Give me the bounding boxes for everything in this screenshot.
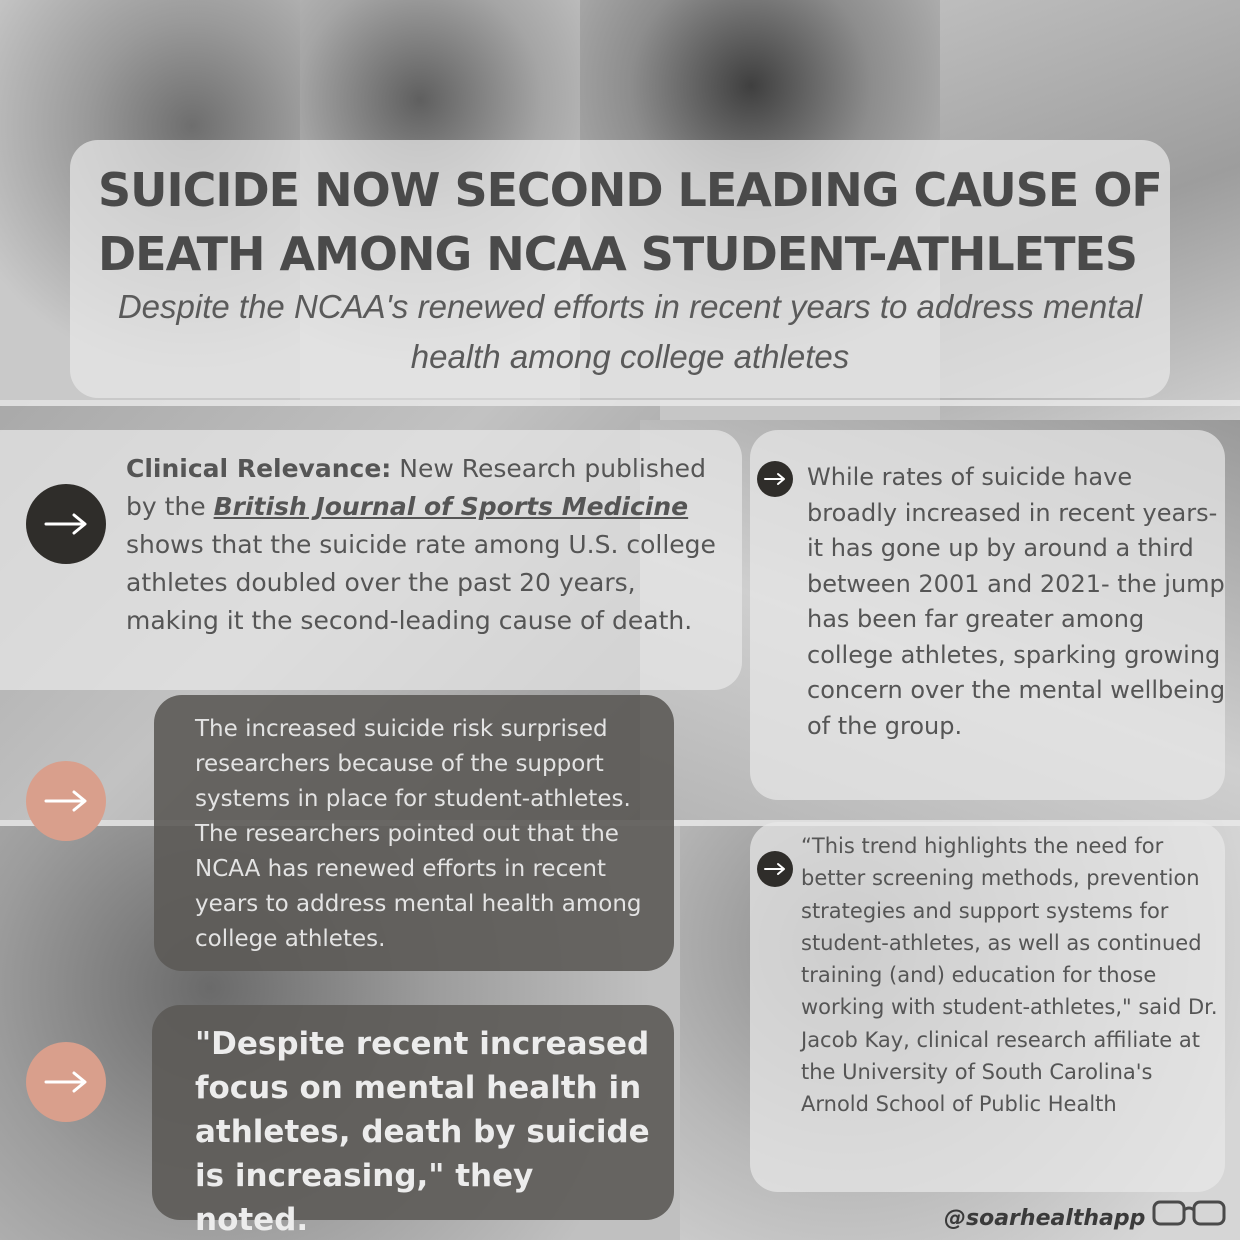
arrow-right-icon — [26, 761, 106, 841]
surprise-text: The increased suicide risk surprised researchers because of the support systems in place for student-athletes. The researchers pointed out that the NCAA has renewed efforts in recent years to address mental health among college athletes. — [195, 716, 642, 952]
page-subtitle: Despite the NCAA's renewed efforts in recent years to address mental health among college athletes — [117, 288, 1143, 375]
clinical-relevance-before: New Research published by the — [126, 454, 706, 521]
arrow-right-icon — [757, 851, 793, 887]
clinical-relevance-after: shows that the suicide rate among U.S. college athletes doubled over the past 20 years, making it the second-leading cause of death. — [126, 530, 716, 635]
kay-quote-text: “This trend highlights the need for better screening methods, prevention strategies and support systems for student-athletes, as well as continued training (and) education for those working with student-athletes," said Dr. Jacob Kay, clinical research affiliate at the University of South Carolina's Arnold School of Public Health — [801, 834, 1218, 1117]
rates-text: While rates of suicide have broadly increased in recent years-it has gone up by around a third between 2001 and 2021- the jump has been far greater among college athletes, sparking growing concern over the mental wellbeing of the group. — [807, 463, 1226, 740]
quote-text: "Despite recent increased focus on mental health in athletes, death by suicide is increasing," they noted. — [195, 1026, 650, 1238]
social-handle[interactable]: @soarhealthapp — [944, 1206, 1146, 1231]
arrow-right-icon — [26, 484, 106, 564]
glasses-icon — [1150, 1196, 1230, 1230]
journal-link[interactable]: British Journal of Sports Medicine — [213, 492, 689, 521]
clinical-relevance-lead: Clinical Relevance: — [126, 454, 392, 483]
arrow-right-icon — [26, 1042, 106, 1122]
arrow-right-icon — [757, 461, 793, 497]
page-title: SUICIDE NOW SECOND LEADING CAUSE OF DEATH AMONG NCAA STUDENT-ATHLETES — [98, 163, 1162, 281]
clinical-relevance-text — [126, 450, 726, 640]
paper-tear — [0, 400, 1240, 406]
